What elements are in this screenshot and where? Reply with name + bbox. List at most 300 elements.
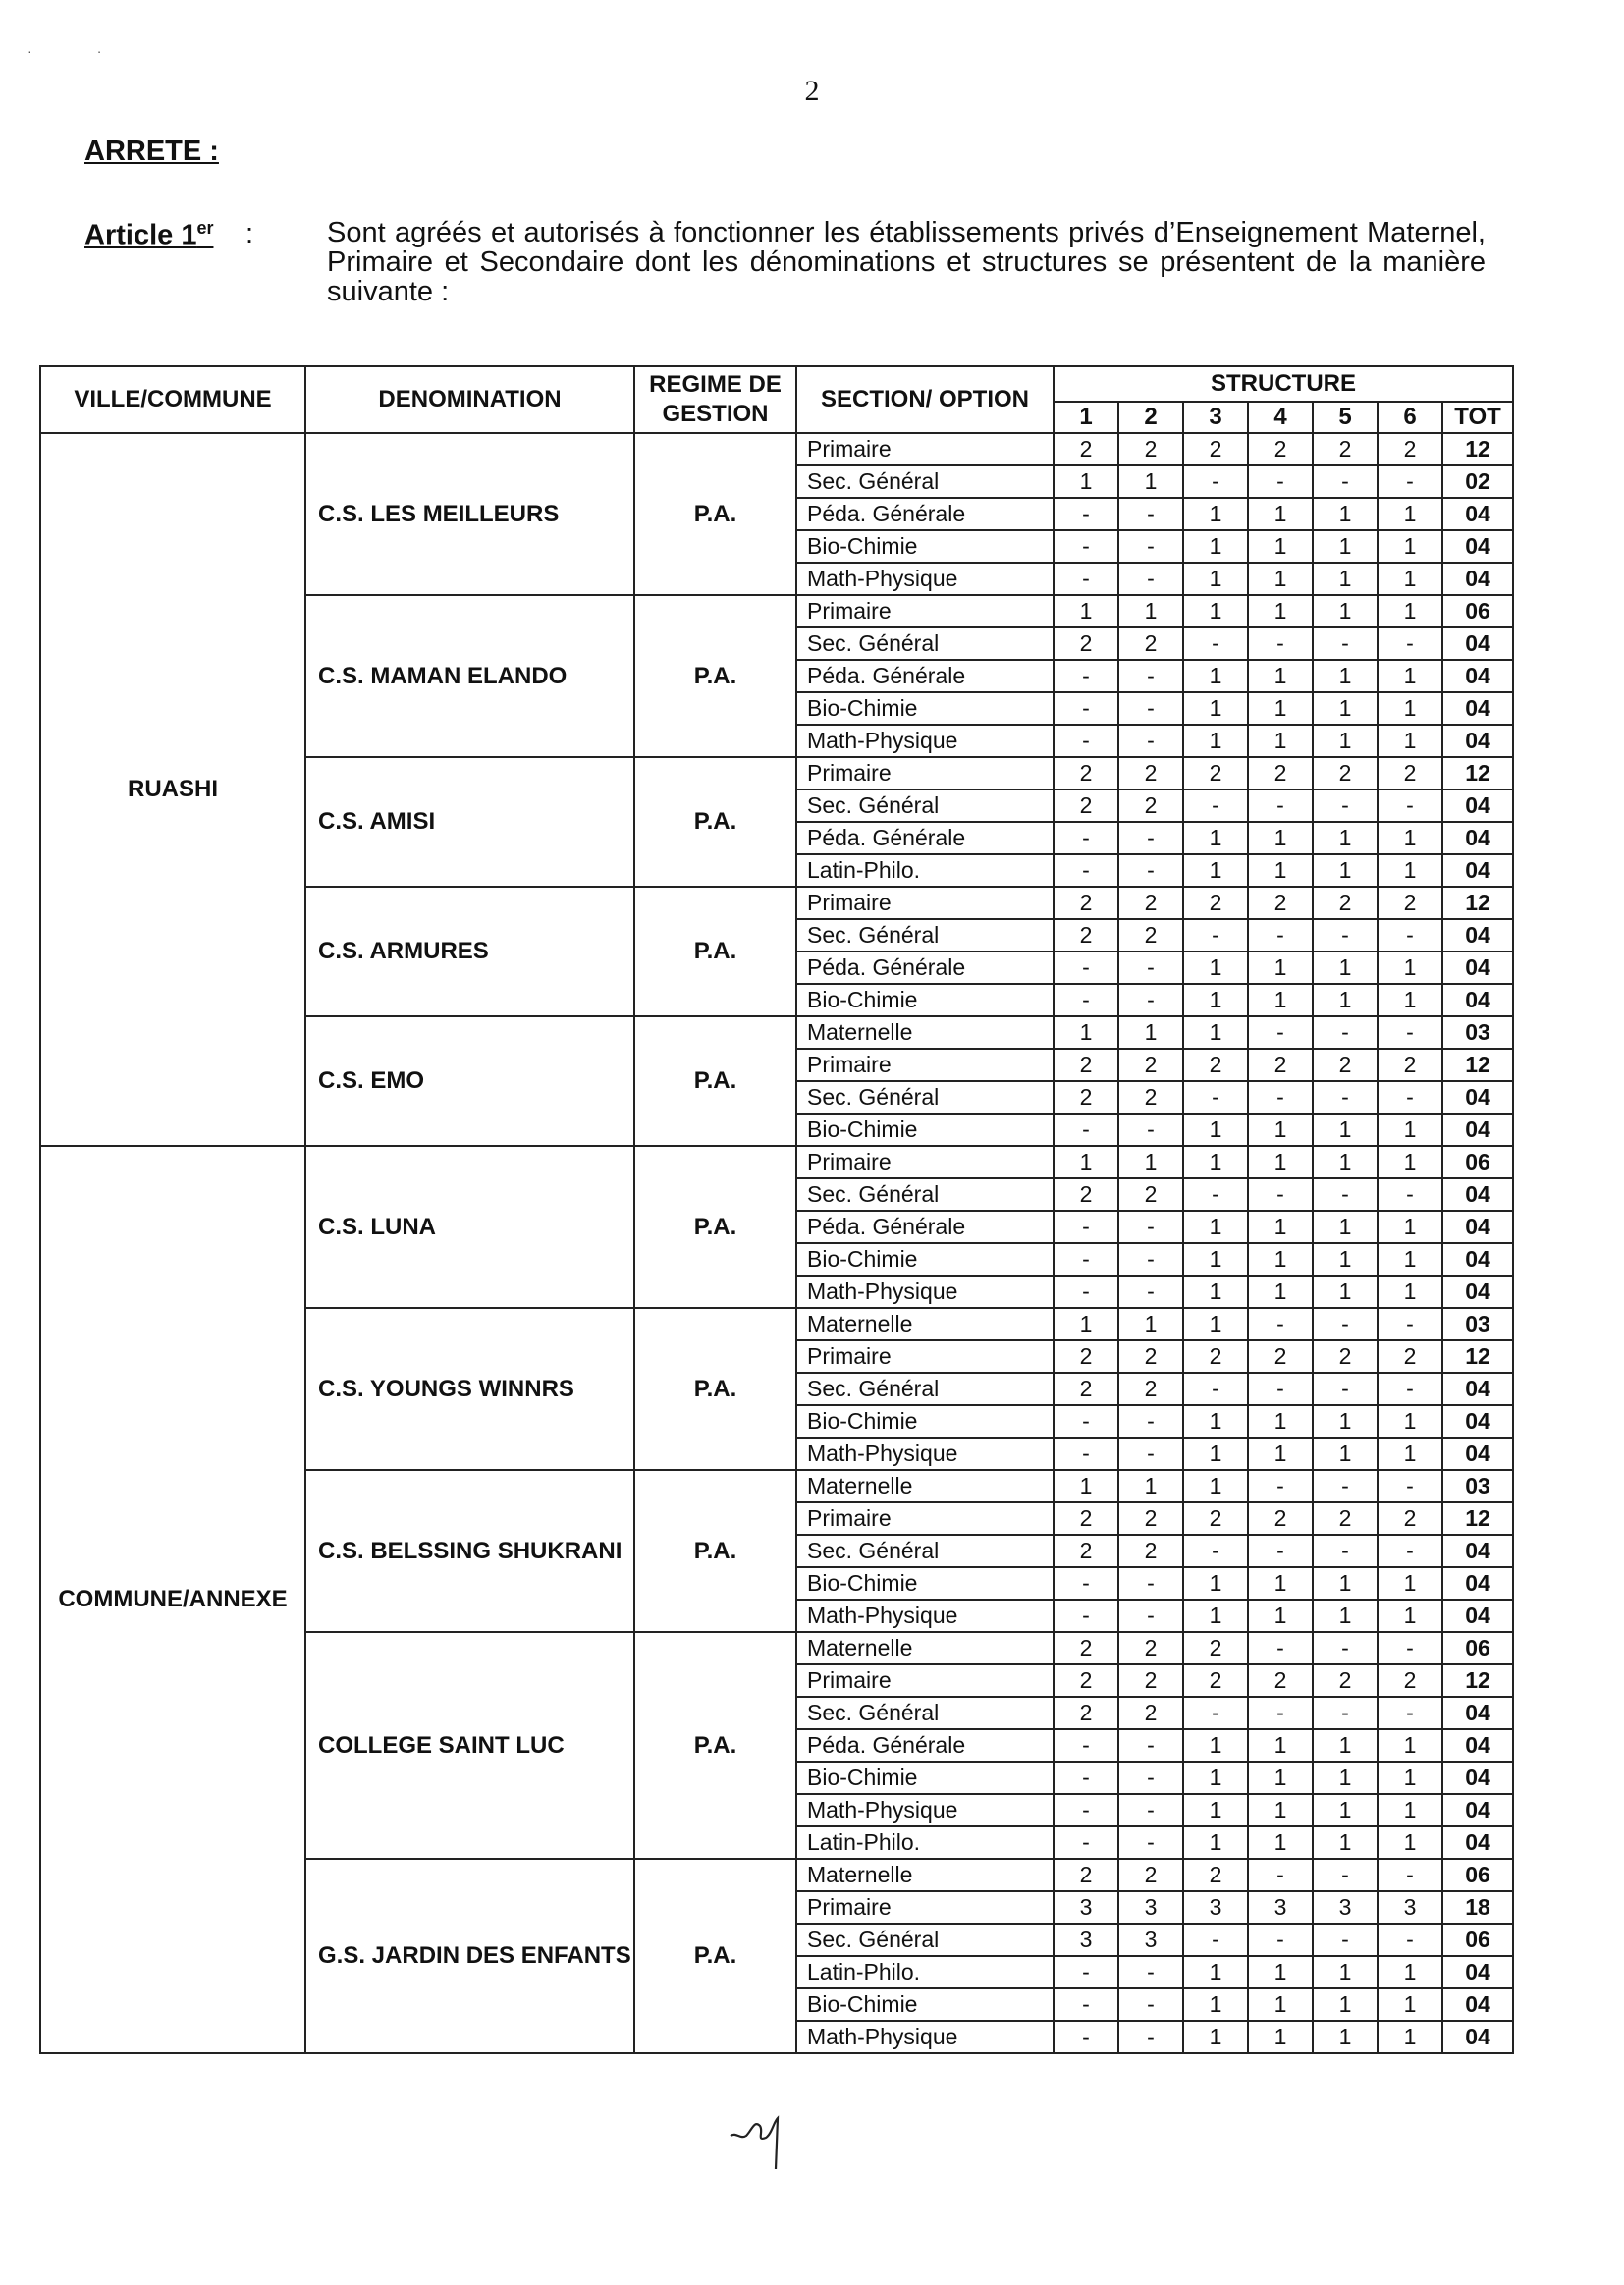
structure-count-5: 1 xyxy=(1313,1438,1378,1470)
structure-count-4: - xyxy=(1248,1081,1313,1114)
structure-count-2: 2 xyxy=(1118,1632,1183,1664)
structure-count-3: - xyxy=(1183,1697,1248,1729)
structure-count-3: - xyxy=(1183,1924,1248,1956)
structure-count-5: 1 xyxy=(1313,498,1378,530)
structure-count-2: - xyxy=(1118,530,1183,563)
structure-count-6: 1 xyxy=(1378,498,1442,530)
structure-count-6: - xyxy=(1378,627,1442,660)
structure-count-4: 1 xyxy=(1248,1729,1313,1762)
structure-total: 04 xyxy=(1442,1211,1513,1243)
structure-count-1: - xyxy=(1054,822,1118,854)
structure-count-2: - xyxy=(1118,1794,1183,1826)
section-option: Péda. Générale xyxy=(796,952,1054,984)
structure-count-6: 1 xyxy=(1378,984,1442,1016)
section-option: Primaire xyxy=(796,595,1054,627)
section-option: Péda. Générale xyxy=(796,822,1054,854)
article-label-sup: er xyxy=(196,218,214,238)
structure-count-5: 1 xyxy=(1313,1826,1378,1859)
structure-count-2: - xyxy=(1118,1956,1183,1988)
structure-count-4: 2 xyxy=(1248,1340,1313,1373)
school-name: G.S. JARDIN DES ENFANTS xyxy=(305,1859,634,2053)
structure-count-2: 3 xyxy=(1118,1924,1183,1956)
section-option: Sec. Général xyxy=(796,1081,1054,1114)
structure-count-3: 2 xyxy=(1183,1502,1248,1535)
structure-count-3: 2 xyxy=(1183,887,1248,919)
header-col-6: 6 xyxy=(1378,402,1442,433)
structure-count-6: 1 xyxy=(1378,1729,1442,1762)
structure-count-6: 1 xyxy=(1378,1438,1442,1470)
structure-count-4: 2 xyxy=(1248,1664,1313,1697)
structure-count-2: - xyxy=(1118,725,1183,757)
structure-count-6: 1 xyxy=(1378,725,1442,757)
regime-gestion: P.A. xyxy=(634,1146,796,1308)
structure-count-6: 1 xyxy=(1378,1146,1442,1178)
section-option: Math-Physique xyxy=(796,1276,1054,1308)
structure-total: 04 xyxy=(1442,1081,1513,1114)
structure-count-2: - xyxy=(1118,1567,1183,1600)
structure-total: 04 xyxy=(1442,563,1513,595)
structure-count-6: - xyxy=(1378,1081,1442,1114)
structure-count-4: 1 xyxy=(1248,1211,1313,1243)
structure-count-2: - xyxy=(1118,822,1183,854)
structure-total: 03 xyxy=(1442,1016,1513,1049)
structure-count-2: 2 xyxy=(1118,1373,1183,1405)
header-denomination: DENOMINATION xyxy=(305,366,634,433)
section-option: Primaire xyxy=(796,1049,1054,1081)
section-option: Péda. Générale xyxy=(796,1729,1054,1762)
structure-count-1: 2 xyxy=(1054,1081,1118,1114)
structure-count-6: 2 xyxy=(1378,1502,1442,1535)
structure-count-4: 1 xyxy=(1248,1243,1313,1276)
structure-total: 04 xyxy=(1442,692,1513,725)
structure-count-4: 1 xyxy=(1248,1146,1313,1178)
structure-count-5: 1 xyxy=(1313,952,1378,984)
structure-count-5: 1 xyxy=(1313,1211,1378,1243)
structure-total: 04 xyxy=(1442,1535,1513,1567)
structure-count-1: - xyxy=(1054,984,1118,1016)
structure-count-1: 1 xyxy=(1054,595,1118,627)
structure-count-3: 1 xyxy=(1183,1470,1248,1502)
section-option: Sec. Général xyxy=(796,789,1054,822)
structure-count-1: 2 xyxy=(1054,757,1118,789)
structure-count-3: 1 xyxy=(1183,1438,1248,1470)
section-option: Bio-Chimie xyxy=(796,1762,1054,1794)
structure-count-2: - xyxy=(1118,498,1183,530)
structure-count-3: 1 xyxy=(1183,498,1248,530)
regime-gestion: P.A. xyxy=(634,433,796,595)
structure-count-6: - xyxy=(1378,1016,1442,1049)
structure-count-5: 1 xyxy=(1313,984,1378,1016)
structure-count-6: 1 xyxy=(1378,1600,1442,1632)
structure-count-3: 2 xyxy=(1183,433,1248,465)
school-name: C.S. ARMURES xyxy=(305,887,634,1016)
structure-count-5: - xyxy=(1313,1924,1378,1956)
structure-count-3: 1 xyxy=(1183,692,1248,725)
structure-count-2: 1 xyxy=(1118,465,1183,498)
structure-count-3: - xyxy=(1183,1535,1248,1567)
header-col-3: 3 xyxy=(1183,402,1248,433)
structure-count-4: 1 xyxy=(1248,1276,1313,1308)
structure-total: 04 xyxy=(1442,627,1513,660)
header-col-4: 4 xyxy=(1248,402,1313,433)
structure-count-4: 1 xyxy=(1248,530,1313,563)
structure-count-4: - xyxy=(1248,1924,1313,1956)
structure-total: 12 xyxy=(1442,1502,1513,1535)
section-option: Primaire xyxy=(796,887,1054,919)
structure-count-4: - xyxy=(1248,1016,1313,1049)
structure-count-1: 2 xyxy=(1054,433,1118,465)
structure-count-3: 2 xyxy=(1183,1049,1248,1081)
structure-count-5: 1 xyxy=(1313,1405,1378,1438)
section-option: Bio-Chimie xyxy=(796,1114,1054,1146)
signature-mark xyxy=(727,2106,805,2175)
structure-count-4: - xyxy=(1248,789,1313,822)
structure-count-1: - xyxy=(1054,725,1118,757)
structure-total: 04 xyxy=(1442,984,1513,1016)
structure-count-4: 1 xyxy=(1248,1762,1313,1794)
structure-count-1: 1 xyxy=(1054,1146,1118,1178)
structure-count-4: 1 xyxy=(1248,984,1313,1016)
regime-gestion: P.A. xyxy=(634,1859,796,2053)
structure-count-3: - xyxy=(1183,1373,1248,1405)
structure-count-3: 1 xyxy=(1183,660,1248,692)
structure-total: 03 xyxy=(1442,1470,1513,1502)
structure-count-2: - xyxy=(1118,1114,1183,1146)
structure-count-6: 1 xyxy=(1378,692,1442,725)
section-option: Sec. Général xyxy=(796,1924,1054,1956)
structure-count-2: 2 xyxy=(1118,1178,1183,1211)
structure-count-3: 1 xyxy=(1183,1826,1248,1859)
structure-count-2: 2 xyxy=(1118,1081,1183,1114)
structure-count-2: 2 xyxy=(1118,919,1183,952)
structure-count-4: - xyxy=(1248,627,1313,660)
article-label xyxy=(84,218,213,252)
structure-count-3: 1 xyxy=(1183,984,1248,1016)
school-name: C.S. YOUNGS WINNRS xyxy=(305,1308,634,1470)
structure-count-6: - xyxy=(1378,1535,1442,1567)
structure-count-4: 1 xyxy=(1248,1956,1313,1988)
commune-name: COMMUNE/ANNEXE xyxy=(40,1146,305,2053)
header-col-2: 2 xyxy=(1118,402,1183,433)
section-option: Latin-Philo. xyxy=(796,1826,1054,1859)
structure-count-5: 1 xyxy=(1313,1243,1378,1276)
school-name: COLLEGE SAINT LUC xyxy=(305,1632,634,1859)
section-option: Primaire xyxy=(796,1891,1054,1924)
section-option: Primaire xyxy=(796,1340,1054,1373)
structure-count-4: - xyxy=(1248,1178,1313,1211)
structure-count-2: 2 xyxy=(1118,887,1183,919)
structure-count-2: - xyxy=(1118,1826,1183,1859)
structure-count-6: - xyxy=(1378,1924,1442,1956)
structure-count-6: 1 xyxy=(1378,660,1442,692)
structure-count-3: 1 xyxy=(1183,1567,1248,1600)
structure-total: 04 xyxy=(1442,1567,1513,1600)
structure-total: 04 xyxy=(1442,530,1513,563)
structure-count-4: 2 xyxy=(1248,757,1313,789)
structure-count-6: 2 xyxy=(1378,1049,1442,1081)
structure-total: 06 xyxy=(1442,1146,1513,1178)
structure-count-3: 1 xyxy=(1183,1762,1248,1794)
structure-count-2: - xyxy=(1118,2021,1183,2053)
structure-count-6: 1 xyxy=(1378,1405,1442,1438)
structure-count-3: 1 xyxy=(1183,1794,1248,1826)
structure-count-2: 1 xyxy=(1118,1308,1183,1340)
structure-count-5: 1 xyxy=(1313,1276,1378,1308)
structure-count-5: 1 xyxy=(1313,1729,1378,1762)
structure-count-1: - xyxy=(1054,530,1118,563)
article-text: Sont agréés et autorisés à fonctionner les établissements privés d’Enseignement Maternel, Primaire et Secondaire dont les dénominations et structures se présentent de la manière suivante : xyxy=(327,217,1486,307)
structure-count-3: 1 xyxy=(1183,1405,1248,1438)
school-name: C.S. BELSSING SHUKRANI xyxy=(305,1470,634,1632)
structure-total: 04 xyxy=(1442,498,1513,530)
structure-count-4: 1 xyxy=(1248,1405,1313,1438)
structure-count-3: - xyxy=(1183,465,1248,498)
structure-count-6: 1 xyxy=(1378,952,1442,984)
structure-count-5: - xyxy=(1313,627,1378,660)
structure-total: 12 xyxy=(1442,433,1513,465)
structure-count-1: - xyxy=(1054,1729,1118,1762)
regime-gestion: P.A. xyxy=(634,595,796,757)
structure-count-2: 2 xyxy=(1118,1859,1183,1891)
structure-count-4: 1 xyxy=(1248,854,1313,887)
structure-count-1: 2 xyxy=(1054,789,1118,822)
section-option: Latin-Philo. xyxy=(796,854,1054,887)
decree-heading: ARRETE : xyxy=(84,136,219,167)
structure-count-5: - xyxy=(1313,789,1378,822)
structure-count-5: 1 xyxy=(1313,2021,1378,2053)
structure-total: 04 xyxy=(1442,1114,1513,1146)
structure-count-2: - xyxy=(1118,1600,1183,1632)
structure-count-1: - xyxy=(1054,1114,1118,1146)
structure-count-2: - xyxy=(1118,984,1183,1016)
section-option: Bio-Chimie xyxy=(796,1243,1054,1276)
structure-count-5: - xyxy=(1313,1016,1378,1049)
structure-count-2: - xyxy=(1118,1729,1183,1762)
structure-count-6: - xyxy=(1378,919,1442,952)
structure-total: 04 xyxy=(1442,789,1513,822)
structure-count-3: 1 xyxy=(1183,563,1248,595)
structure-count-3: 3 xyxy=(1183,1891,1248,1924)
structure-count-4: 1 xyxy=(1248,1567,1313,1600)
structure-count-6: 1 xyxy=(1378,1826,1442,1859)
section-option: Primaire xyxy=(796,1502,1054,1535)
structure-count-3: - xyxy=(1183,1081,1248,1114)
section-option: Bio-Chimie xyxy=(796,1988,1054,2021)
section-option: Primaire xyxy=(796,1146,1054,1178)
structure-count-1: - xyxy=(1054,1405,1118,1438)
structure-total: 04 xyxy=(1442,822,1513,854)
structure-count-1: 2 xyxy=(1054,1664,1118,1697)
structure-total: 04 xyxy=(1442,1826,1513,1859)
structure-count-1: 3 xyxy=(1054,1891,1118,1924)
structure-count-5: - xyxy=(1313,1535,1378,1567)
section-option: Sec. Général xyxy=(796,1697,1054,1729)
structure-count-4: - xyxy=(1248,1373,1313,1405)
structure-total: 04 xyxy=(1442,1600,1513,1632)
header-col-5: 5 xyxy=(1313,402,1378,433)
section-option: Péda. Générale xyxy=(796,1211,1054,1243)
section-option: Sec. Général xyxy=(796,1373,1054,1405)
structure-count-5: 3 xyxy=(1313,1891,1378,1924)
structure-total: 04 xyxy=(1442,919,1513,952)
section-option: Math-Physique xyxy=(796,2021,1054,2053)
structure-count-1: - xyxy=(1054,498,1118,530)
structure-count-4: 1 xyxy=(1248,1826,1313,1859)
structure-count-3: 2 xyxy=(1183,1664,1248,1697)
structure-count-2: 1 xyxy=(1118,595,1183,627)
structure-count-2: - xyxy=(1118,1988,1183,2021)
structure-count-1: 2 xyxy=(1054,887,1118,919)
structure-count-6: 1 xyxy=(1378,854,1442,887)
section-option: Primaire xyxy=(796,433,1054,465)
structure-count-2: 2 xyxy=(1118,1049,1183,1081)
structure-count-3: 1 xyxy=(1183,854,1248,887)
structure-count-3: 1 xyxy=(1183,1308,1248,1340)
regime-gestion: P.A. xyxy=(634,757,796,887)
structure-count-2: - xyxy=(1118,1243,1183,1276)
structure-count-6: 2 xyxy=(1378,757,1442,789)
section-option: Péda. Générale xyxy=(796,498,1054,530)
structure-count-1: - xyxy=(1054,1438,1118,1470)
structure-total: 06 xyxy=(1442,595,1513,627)
structure-count-3: 1 xyxy=(1183,1211,1248,1243)
structure-total: 12 xyxy=(1442,757,1513,789)
structure-count-4: - xyxy=(1248,919,1313,952)
structure-count-2: 3 xyxy=(1118,1891,1183,1924)
structure-count-3: - xyxy=(1183,627,1248,660)
structure-total: 06 xyxy=(1442,1632,1513,1664)
structure-count-6: 1 xyxy=(1378,822,1442,854)
structure-count-1: 3 xyxy=(1054,1924,1118,1956)
structure-count-3: 2 xyxy=(1183,1859,1248,1891)
page-number: 2 xyxy=(804,75,820,107)
structure-count-3: 1 xyxy=(1183,952,1248,984)
structure-count-2: - xyxy=(1118,1438,1183,1470)
structure-count-4: - xyxy=(1248,1535,1313,1567)
section-option: Bio-Chimie xyxy=(796,1405,1054,1438)
structure-total: 04 xyxy=(1442,1794,1513,1826)
section-option: Bio-Chimie xyxy=(796,530,1054,563)
regime-gestion: P.A. xyxy=(634,887,796,1016)
structure-count-1: 2 xyxy=(1054,1535,1118,1567)
structure-count-4: 1 xyxy=(1248,498,1313,530)
structure-count-5: 1 xyxy=(1313,725,1378,757)
structure-total: 04 xyxy=(1442,1438,1513,1470)
structure-count-3: - xyxy=(1183,789,1248,822)
structure-count-3: 1 xyxy=(1183,2021,1248,2053)
structure-total: 04 xyxy=(1442,1178,1513,1211)
structure-count-3: 1 xyxy=(1183,1243,1248,1276)
structure-count-4: 1 xyxy=(1248,822,1313,854)
structure-count-5: 1 xyxy=(1313,692,1378,725)
structure-total: 12 xyxy=(1442,887,1513,919)
structure-count-6: 1 xyxy=(1378,563,1442,595)
school-name: C.S. LES MEILLEURS xyxy=(305,433,634,595)
structure-count-1: 2 xyxy=(1054,1373,1118,1405)
structure-count-2: - xyxy=(1118,1405,1183,1438)
structure-count-5: 2 xyxy=(1313,887,1378,919)
structure-count-5: - xyxy=(1313,1081,1378,1114)
structure-count-5: - xyxy=(1313,1373,1378,1405)
structure-total: 04 xyxy=(1442,1729,1513,1762)
structure-count-2: - xyxy=(1118,1276,1183,1308)
structure-count-3: 1 xyxy=(1183,1600,1248,1632)
section-option: Bio-Chimie xyxy=(796,1567,1054,1600)
structure-count-3: 1 xyxy=(1183,1276,1248,1308)
structure-total: 04 xyxy=(1442,725,1513,757)
section-option: Sec. Général xyxy=(796,919,1054,952)
structure-count-5: - xyxy=(1313,1697,1378,1729)
structure-count-2: - xyxy=(1118,660,1183,692)
structure-count-5: 2 xyxy=(1313,1049,1378,1081)
structure-count-6: 1 xyxy=(1378,1762,1442,1794)
structure-count-3: 1 xyxy=(1183,530,1248,563)
structure-count-6: 1 xyxy=(1378,1794,1442,1826)
structure-count-5: 1 xyxy=(1313,1988,1378,2021)
structure-count-4: - xyxy=(1248,1470,1313,1502)
structure-count-5: - xyxy=(1313,1859,1378,1891)
structure-total: 12 xyxy=(1442,1340,1513,1373)
structure-count-3: 2 xyxy=(1183,1632,1248,1664)
structure-count-1: - xyxy=(1054,1243,1118,1276)
structure-count-5: 1 xyxy=(1313,1567,1378,1600)
schools-table xyxy=(39,365,1514,2054)
structure-count-3: 1 xyxy=(1183,1988,1248,2021)
structure-count-2: 2 xyxy=(1118,433,1183,465)
section-option: Math-Physique xyxy=(796,725,1054,757)
structure-count-4: 1 xyxy=(1248,2021,1313,2053)
structure-count-1: - xyxy=(1054,1762,1118,1794)
structure-count-6: - xyxy=(1378,1178,1442,1211)
structure-count-2: - xyxy=(1118,1762,1183,1794)
structure-total: 04 xyxy=(1442,2021,1513,2053)
structure-count-2: 2 xyxy=(1118,1340,1183,1373)
structure-count-5: - xyxy=(1313,1308,1378,1340)
structure-total: 03 xyxy=(1442,1308,1513,1340)
structure-count-1: 2 xyxy=(1054,1049,1118,1081)
structure-count-4: 2 xyxy=(1248,433,1313,465)
section-option: Math-Physique xyxy=(796,1600,1054,1632)
section-option: Maternelle xyxy=(796,1859,1054,1891)
structure-total: 02 xyxy=(1442,465,1513,498)
structure-count-1: 1 xyxy=(1054,1308,1118,1340)
header-section: SECTION/ OPTION xyxy=(796,366,1054,433)
structure-count-5: 1 xyxy=(1313,854,1378,887)
structure-total: 04 xyxy=(1442,854,1513,887)
structure-count-5: 1 xyxy=(1313,1600,1378,1632)
structure-count-6: 1 xyxy=(1378,1211,1442,1243)
section-option: Primaire xyxy=(796,757,1054,789)
regime-gestion: P.A. xyxy=(634,1016,796,1146)
structure-count-1: 2 xyxy=(1054,1859,1118,1891)
table-row xyxy=(40,433,1513,465)
structure-count-2: 1 xyxy=(1118,1016,1183,1049)
section-option: Bio-Chimie xyxy=(796,692,1054,725)
structure-count-1: - xyxy=(1054,1794,1118,1826)
section-option: Maternelle xyxy=(796,1016,1054,1049)
regime-gestion: P.A. xyxy=(634,1308,796,1470)
structure-count-3: 1 xyxy=(1183,1016,1248,1049)
table-body xyxy=(40,433,1513,2053)
structure-count-1: - xyxy=(1054,1276,1118,1308)
structure-count-4: - xyxy=(1248,465,1313,498)
structure-count-1: - xyxy=(1054,1956,1118,1988)
school-name: C.S. AMISI xyxy=(305,757,634,887)
structure-count-1: 1 xyxy=(1054,465,1118,498)
structure-count-4: 1 xyxy=(1248,692,1313,725)
structure-total: 04 xyxy=(1442,1243,1513,1276)
structure-count-1: - xyxy=(1054,1600,1118,1632)
